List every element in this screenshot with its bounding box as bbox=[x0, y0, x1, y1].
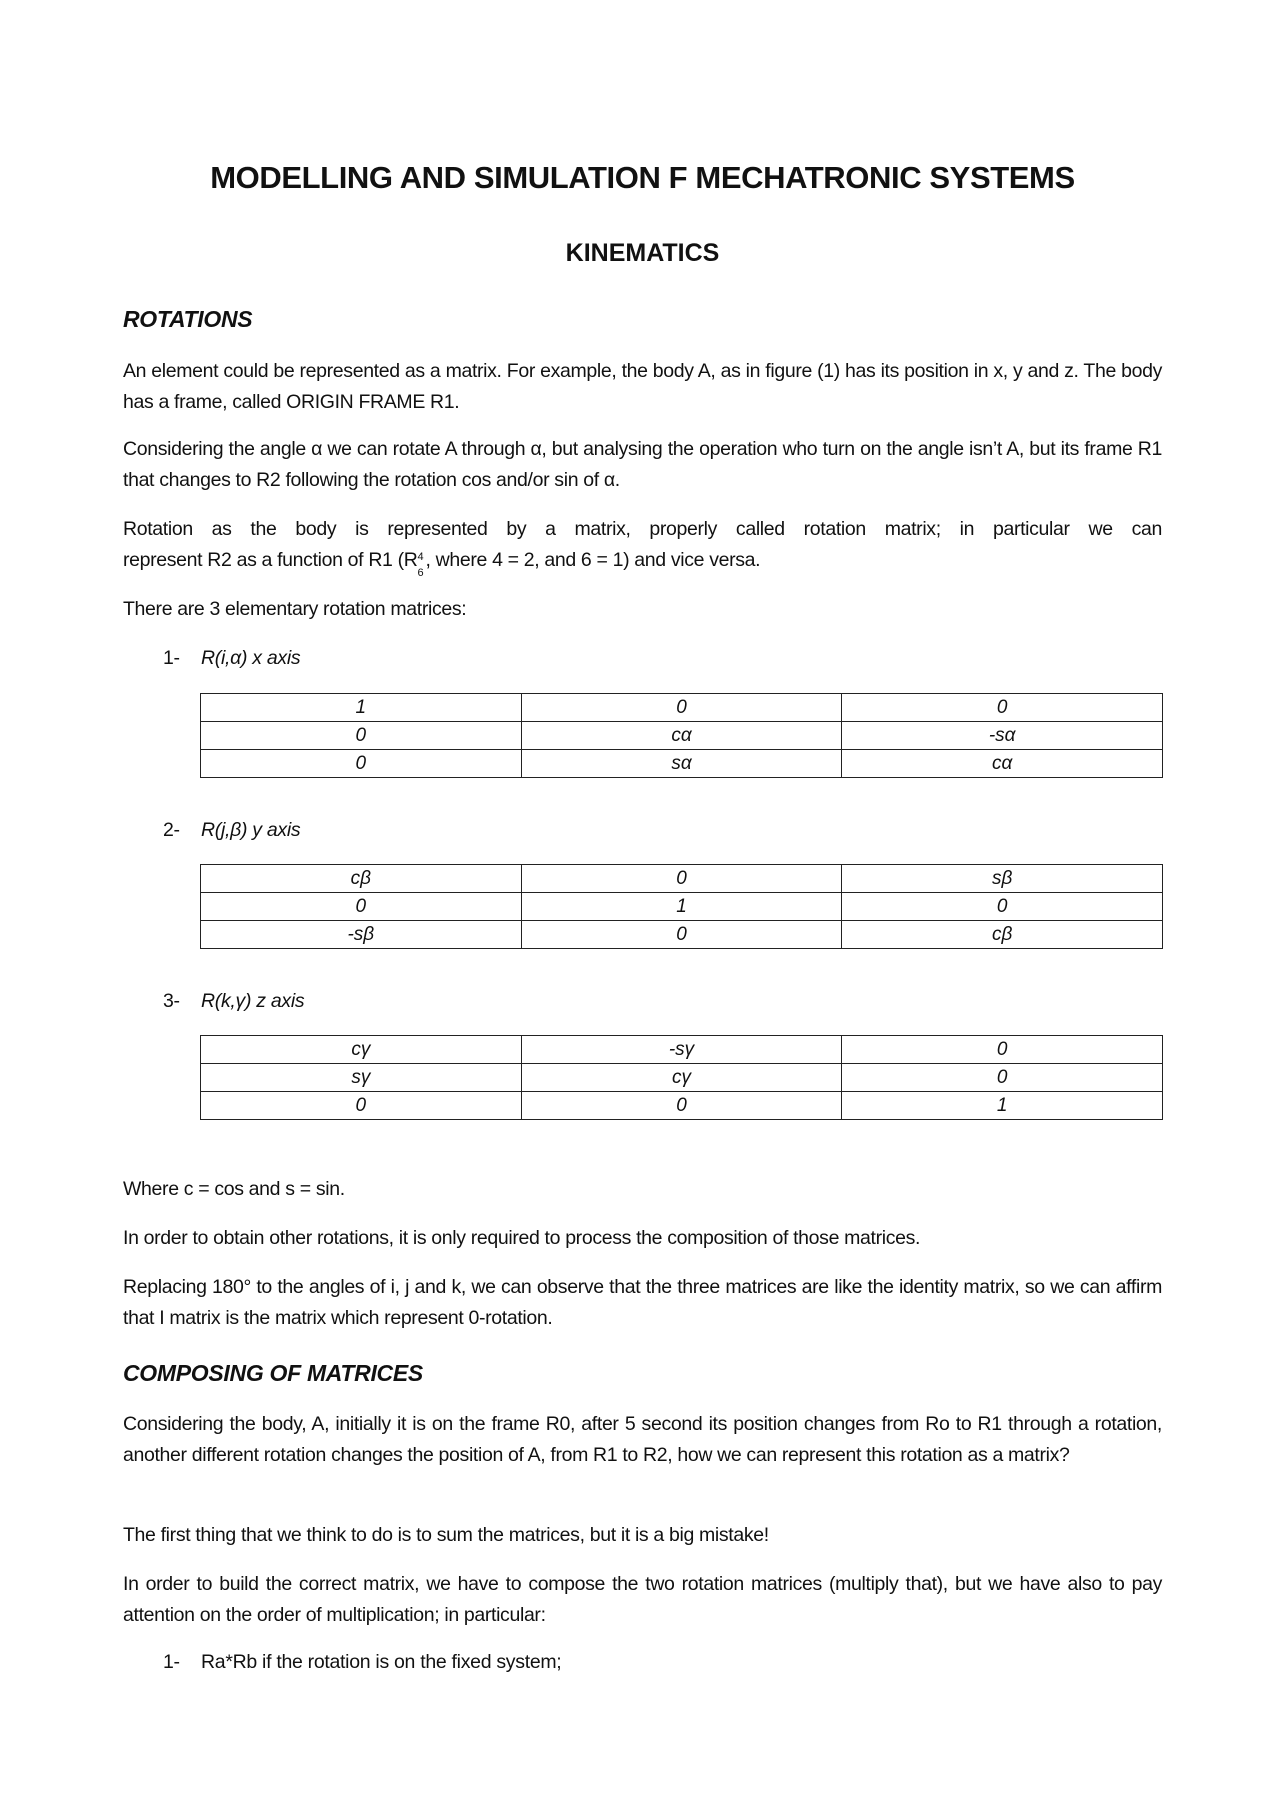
table-row bbox=[201, 865, 1163, 893]
matrix-cell: sα bbox=[521, 750, 842, 778]
paragraph-cos-sin-def: Where c = cos and s = sin. bbox=[123, 1178, 345, 1200]
table-row bbox=[201, 722, 1163, 750]
rotation-matrix-y bbox=[200, 864, 1163, 949]
table-row bbox=[201, 1092, 1163, 1120]
list-number: 3- bbox=[163, 990, 180, 1012]
matrix-cell: 0 bbox=[521, 1092, 842, 1120]
document-subtitle: KINEMATICS bbox=[565, 239, 720, 267]
matrix-cell: 0 bbox=[201, 750, 522, 778]
frame-notation-sub: 6 bbox=[417, 567, 424, 579]
paragraph-elementary-matrices: There are 3 elementary rotation matrices: bbox=[123, 598, 467, 620]
rotation-para-prefix: represent R2 as a function of R1 (R bbox=[123, 549, 418, 571]
paragraph-identity-matrix: Replacing 180° to the angles of i, j and k, we can observe that the three matrices are like the identity matrix, so we can affirm that I matrix is the matrix which represent 0-rotation. bbox=[123, 1276, 1162, 1329]
rotation-para-line-2 bbox=[123, 545, 1162, 579]
paragraph-body-frames: Considering the body, A, initially it is on the frame R0, after 5 second its position changes from Ro to R1 through a rotation, another different rotation changes the position of A, from R1 to R2, how we can represent this rotation as a matrix? bbox=[123, 1413, 1162, 1466]
matrix-label: R(j,β) y axis bbox=[201, 819, 301, 841]
table-row bbox=[201, 893, 1163, 921]
list-number: 1- bbox=[163, 647, 180, 669]
matrix-cell: 0 bbox=[521, 921, 842, 949]
matrix-cell: 1 bbox=[842, 1092, 1163, 1120]
rotation-matrix-x bbox=[200, 693, 1163, 778]
matrix-cell: -sγ bbox=[521, 1036, 842, 1064]
paragraph-rotation-matrix bbox=[123, 514, 1162, 579]
paragraph-other-rotations: In order to obtain other rotations, it is only required to process the composition of those matrices. bbox=[123, 1227, 921, 1249]
matrix-cell: 1 bbox=[521, 893, 842, 921]
matrix-cell: 0 bbox=[521, 865, 842, 893]
list-item-matrix-y bbox=[163, 815, 300, 846]
paragraph-element-matrix: An element could be represented as a matrix. For example, the body A, as in figure (1) has its position in x, y and z. The body has a frame, called ORIGIN FRAME R1. bbox=[123, 360, 1162, 413]
matrix-cell: cγ bbox=[201, 1036, 522, 1064]
matrix-cell: 0 bbox=[842, 1064, 1163, 1092]
matrix-cell: sβ bbox=[842, 865, 1163, 893]
matrix-cell: 1 bbox=[201, 694, 522, 722]
list-text: Ra*Rb if the rotation is on the fixed system; bbox=[201, 1651, 562, 1673]
rotation-para-line-1: Rotation as the body is represented by a matrix, properly called rotation matrix; in particular we can bbox=[123, 518, 1162, 540]
matrix-cell: 0 bbox=[201, 893, 522, 921]
matrix-cell: cα bbox=[842, 750, 1163, 778]
matrix-cell: sγ bbox=[201, 1064, 522, 1092]
table-row bbox=[201, 750, 1163, 778]
matrix-cell: cγ bbox=[521, 1064, 842, 1092]
list-number: 2- bbox=[163, 819, 180, 841]
matrix-cell: 0 bbox=[201, 722, 522, 750]
table-row bbox=[201, 1064, 1163, 1092]
matrix-cell: 0 bbox=[842, 1036, 1163, 1064]
list-item-matrix-z bbox=[163, 986, 304, 1017]
matrix-cell: 0 bbox=[842, 893, 1163, 921]
list-item-fixed-system bbox=[163, 1647, 561, 1678]
paragraph-angle-alpha: Considering the angle α we can rotate A through α, but analysing the operation who turn on the angle isn’t A, but its frame R1 that changes to R2 following the rotation cos and/or sin of α. bbox=[123, 438, 1162, 491]
matrix-label: R(k,γ) z axis bbox=[201, 990, 305, 1012]
matrix-cell: cα bbox=[521, 722, 842, 750]
section-heading-rotations: ROTATIONS bbox=[123, 306, 253, 332]
paragraph-sum-mistake: The first thing that we think to do is to sum the matrices, but it is a big mistake! bbox=[123, 1524, 769, 1546]
matrix-cell: 0 bbox=[521, 694, 842, 722]
matrix-cell: 0 bbox=[201, 1092, 522, 1120]
matrix-cell: cβ bbox=[842, 921, 1163, 949]
table-row bbox=[201, 921, 1163, 949]
matrix-cell: 0 bbox=[842, 694, 1163, 722]
matrix-label: R(i,α) x axis bbox=[201, 647, 301, 669]
section-heading-composing: COMPOSING OF MATRICES bbox=[123, 1360, 423, 1386]
matrix-cell: -sα bbox=[842, 722, 1163, 750]
matrix-cell: cβ bbox=[201, 865, 522, 893]
frame-notation-sup: 4 bbox=[417, 551, 424, 563]
document-title: MODELLING AND SIMULATION F MECHATRONIC SYSTEMS bbox=[210, 160, 1075, 195]
table-row bbox=[201, 694, 1163, 722]
matrix-cell: -sβ bbox=[201, 921, 522, 949]
table-row bbox=[201, 1036, 1163, 1064]
list-number: 1- bbox=[163, 1651, 180, 1673]
rotation-matrix-z bbox=[200, 1035, 1163, 1120]
list-item-matrix-x bbox=[163, 643, 300, 674]
paragraph-compose-order: In order to build the correct matrix, we have to compose the two rotation matrices (multiply that), but we have also to pay attention on the order of multiplication; in particular: bbox=[123, 1573, 1162, 1626]
rotation-para-suffix: , where 4 = 2, and 6 = 1) and vice versa. bbox=[425, 549, 761, 571]
